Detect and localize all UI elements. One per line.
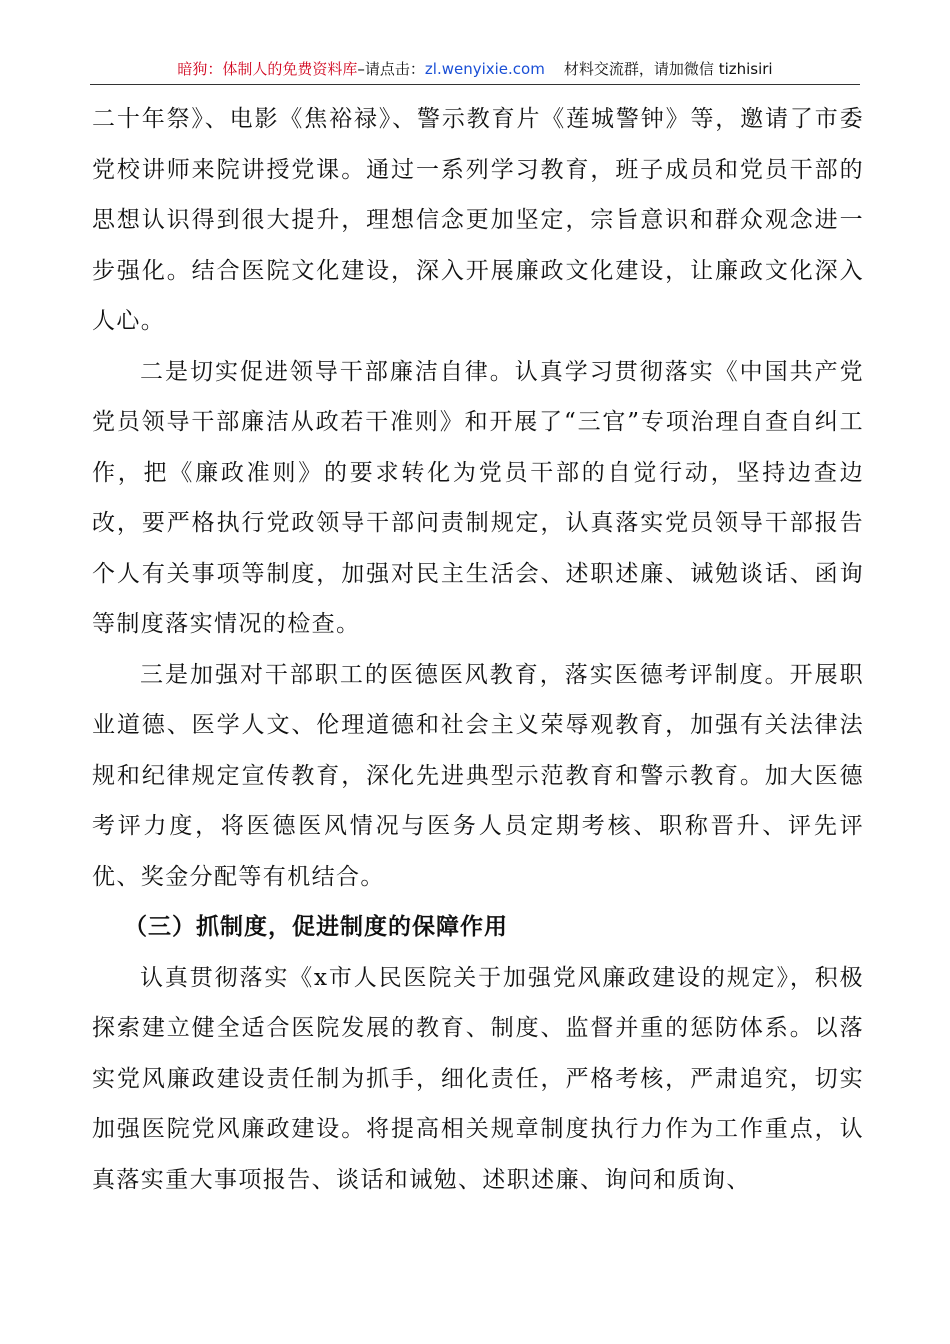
- header-contact: 材料交流群，请加微信 tizhisiri: [563, 60, 773, 78]
- header-brand: 暗狗：体制人的免费资料库: [177, 60, 358, 78]
- document-body: [92, 94, 864, 1205]
- section-heading: （三）抓制度，促进制度的保障作用: [124, 914, 508, 940]
- paragraph-medical-ethics: 三是加强对干部职工的医德医风教育，落实医德考评制度。开展职业道德、医学人文、伦理道德和社会主义荣辱观教育，加强有关法律法规和纪律规定宣传教育，深化先进典型示范教育和警示教育。加大医德考评力度，将医德医风情况与医务人员定期考核、职称晋升、评先评优、奖金分配等有机结合。: [92, 661, 864, 890]
- page-header: [90, 58, 860, 85]
- paragraph-continued: 二十年祭》、电影《焦裕禄》、警示教育片《莲城警钟》等，邀请了市委党校讲师来院讲授党课。通过一系列学习教育，班子成员和党员干部的思想认识得到很大提升，理想信念更加坚定，宗旨意识和群众观念进一步强化。结合医院文化建设，深入开展廉政文化建设，让廉政文化深入人心。: [92, 106, 864, 334]
- header-prompt: –请点击：: [357, 60, 425, 78]
- header-link[interactable]: zl.wenyixie.com: [424, 60, 545, 78]
- paragraph-system: 认真贯彻落实《x市人民医院关于加强党风廉政建设的规定》，积极探索建立健全适合医院发展的教育、制度、监督并重的惩防体系。以落实党风廉政建设责任制为抓手，细化责任，严格考核，严肃追究，切实加强医院党风廉政建设。将提高相关规章制度执行力作为工作重点，认真落实重大事项报告、谈话和诫勉、述职述廉、询问和质询、: [92, 964, 864, 1193]
- paragraph-self-discipline: 二是切实促进领导干部廉洁自律。认真学习贯彻落实《中国共产党党员领导干部廉洁从政若干准则》和开展了“三官”专项治理自查自纠工作，把《廉政准则》的要求转化为党员干部的自觉行动，坚持边查边改，要严格执行党政领导干部问责制规定，认真落实党员领导干部报告个人有关事项等制度，加强对民主生活会、述职述廉、诫勉谈话、函询等制度落实情况的检查。: [92, 358, 864, 637]
